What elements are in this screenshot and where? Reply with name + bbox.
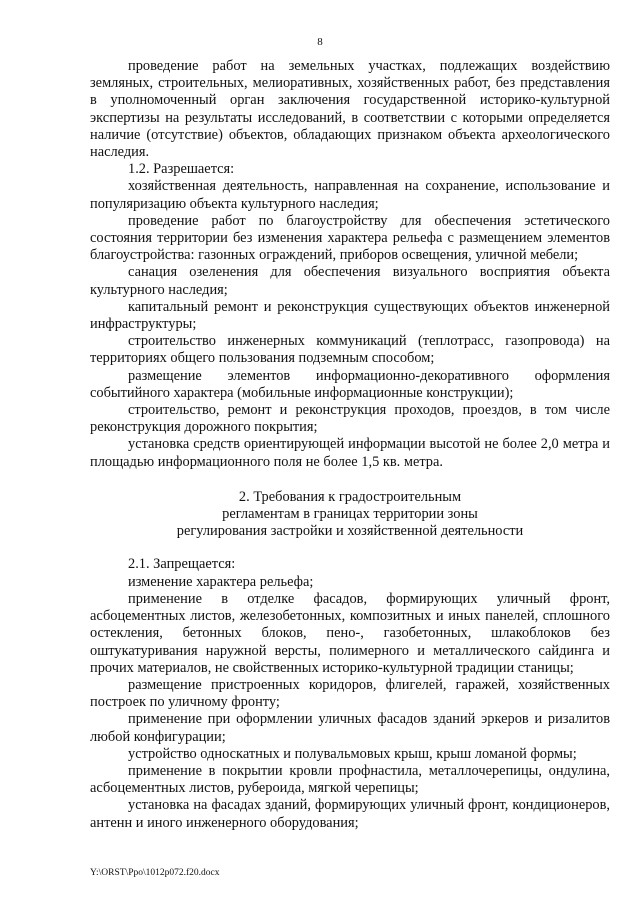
- page-number: 8: [317, 36, 323, 48]
- paragraph: строительство инженерных коммуникаций (теплотрасс, газопровода) на территориях общего пользования подземным способом;: [90, 333, 610, 367]
- paragraph: изменение характера рельефа;: [128, 573, 314, 590]
- paragraph: установка средств ориентирующей информации высотой не более 2,0 метра и площадью информационного поля не более 1,5 кв. метра.: [90, 436, 610, 470]
- paragraph: проведение работ на земельных участках, подлежащих воздействию земляных, строительных, мелиоративных, хозяйственных работ, без представления в уполномоченный орган заключения государственной историко-культурной экспертизы на результаты исследований, в соответствии с которыми определяется наличие (отсутствие) объектов, обладающих признаком объекта археологического наследия.: [90, 58, 610, 161]
- file-path-footer: Y:\ORST\Ppo\1012p072.f20.docx: [90, 868, 220, 878]
- paragraph: применение в покрытии кровли профнастила, металлочерепицы, ондулина, асбоцементных листов, рубероида, мягкой черепицы;: [90, 762, 610, 797]
- paragraph: размещение элементов информационно-декоративного оформления событийного характера (мобильные информационные конструкции);: [90, 367, 610, 401]
- section-2-heading: [90, 489, 610, 541]
- heading-line: регулирования застройки и хозяйственной деятельности: [176, 523, 524, 540]
- paragraph: применение в отделке фасадов, формирующих уличный фронт, асбоцементных листов, железобетонных, композитных и иных панелей, сплошного остекления, бетонных блоков, пено-, газобетонных, шлакоблоков без оштукатуривания наружной версты, полимерного и металлического сайдинга и прочих материалов, не свойственных историко-культурной традиции станицы;: [90, 590, 610, 676]
- paragraph: применение при оформлении уличных фасадов зданий эркеров и ризалитов любой конфигурации;: [90, 711, 610, 745]
- section-2-1-title: 2.1. Запрещается:: [128, 556, 236, 573]
- paragraph: строительство, ремонт и реконструкция проходов, проездов, в том числе реконструкция дорожного покрытия;: [90, 402, 610, 436]
- paragraph: капитальный ремонт и реконструкция существующих объектов инженерной инфраструктуры;: [90, 298, 610, 333]
- paragraph: проведение работ по благоустройству для обеспечения эстетического состояния территории без изменения характера рельефа с размещением элементов благоустройства: газонных ограждений, приборов освещения, уличной мебели;: [90, 212, 610, 264]
- section-1-2-title: 1.2. Разрешается:: [128, 161, 235, 178]
- paragraph: санация озеленения для обеспечения визуального восприятия объекта культурного наследия;: [90, 264, 610, 298]
- paragraph: установка на фасадах зданий, формирующих уличный фронт, кондиционеров, антенн и иного инженерного оборудования;: [90, 797, 610, 831]
- paragraph: размещение пристроенных коридоров, флигелей, гаражей, хозяйственных построек по уличному фронту;: [90, 676, 610, 711]
- heading-line: 2. Требования к градостроительным: [238, 488, 462, 505]
- heading-line: регламентам в границах территории зоны: [222, 506, 478, 523]
- document-body: [90, 58, 610, 832]
- paragraph: хозяйственная деятельность, направленная на сохранение, использование и популяризацию объекта культурного наследия;: [90, 178, 610, 212]
- paragraph: устройство односкатных и полувальмовых крыш, крыш ломаной формы;: [128, 745, 577, 762]
